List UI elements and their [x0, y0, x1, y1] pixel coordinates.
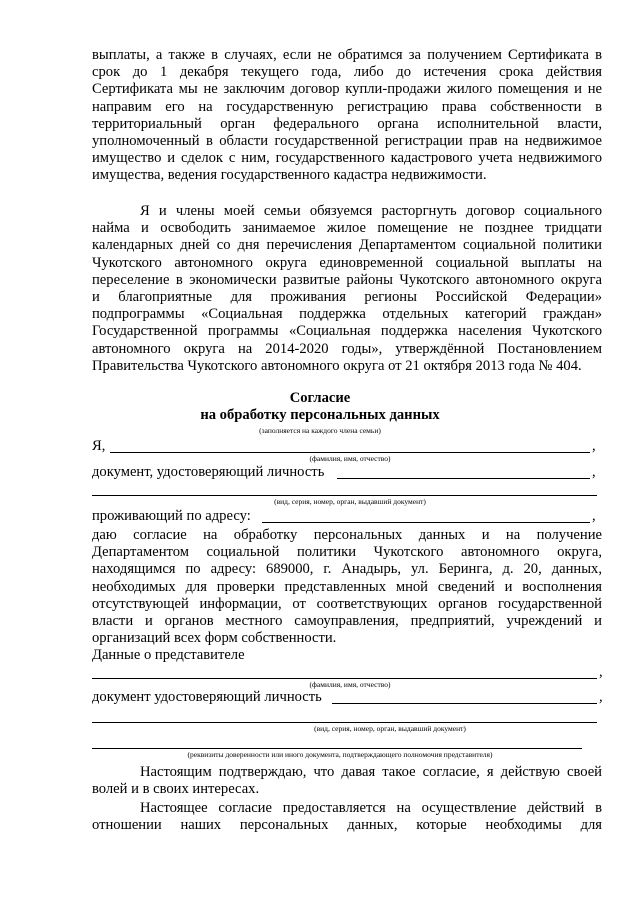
address-field-line[interactable]: [262, 522, 590, 523]
text-line: Я и члены моей семьи обязуемся расторгнуть договор социального: [140, 203, 602, 219]
representative-fio-line[interactable]: [92, 678, 597, 679]
text-line: переселение в экономически развитые районы Чукотского автономного округа: [92, 271, 602, 288]
caption-id-document: (вид, серия, номер, орган, выдавший документ): [274, 497, 426, 506]
text-line: находящимся по адресу: 689000, г. Анадырь, ул. Беринга, д. 20, данных,: [92, 561, 602, 578]
caption-power-of-attorney: (реквизиты доверенности или иного документа, подтверждающего полномочия представителя): [187, 750, 493, 759]
representative-label: Данные о представителе: [92, 647, 245, 663]
consent-text: [92, 527, 602, 647]
text-line: уполномоченный в области государственной регистрации прав на недвижимое: [92, 133, 602, 150]
text-line: подпрограммы «Социальная поддержка отдельных категорий граждан»: [92, 306, 602, 323]
text-line: выплаты, а также в случаях, если не обратимся за получением Сертификата в: [92, 47, 602, 63]
rep-id-document-label: документ удостоверяющий личность: [92, 689, 322, 705]
id-document-label: документ, удостоверяющий личность: [92, 464, 325, 480]
text-line: Настоящее согласие предоставляется на осуществление действий в: [140, 800, 602, 816]
rep-id-document-field-line-2[interactable]: [92, 722, 597, 723]
caption-representative-fio: (фамилия, имя, отчество): [309, 680, 391, 689]
i-label: Я,: [92, 438, 106, 454]
comma: ,: [592, 508, 596, 524]
confirmation-paragraph: [92, 764, 602, 798]
text-line: Государственной программы «Социальная поддержка населения Чукотского: [92, 323, 602, 340]
address-label: проживающий по адресу:: [92, 508, 251, 524]
text-line: Чукотского автономного округа единовременной социальной выплаты на: [92, 254, 602, 271]
comma: ,: [592, 438, 596, 454]
text-line: необходимых для проверки представленных мной сведений и восполнения: [92, 578, 602, 595]
note-each-member: (заполняется на каждого члена семьи): [259, 426, 381, 435]
caption-fio: (фамилия, имя, отчество): [309, 454, 391, 463]
comma: ,: [599, 664, 603, 680]
text-line: имущество и сделок с ним, государственного кадастрового учета недвижимого: [92, 150, 602, 167]
text-line: отношении наших персональных данных, которые необходимы для: [92, 817, 602, 834]
text-line: и благоприятные для проживания регионы Российской Федерации»: [92, 289, 602, 306]
text-line: волей и в своих интересах.: [92, 781, 260, 798]
caption-rep-id-document: (вид, серия, номер, орган, выдавший документ): [314, 724, 466, 733]
comma: ,: [599, 689, 603, 705]
text-line: отсутствующей информации, от соответствующих органов государственной: [92, 595, 602, 612]
text-line: автономного округа на 2014-2020 годы», утверждённой Постановлением: [92, 340, 602, 357]
power-of-attorney-line[interactable]: [92, 748, 582, 749]
text-line: власти и органов местного самоуправления, предприятий, учреждений и: [92, 613, 602, 630]
text-line: организаций всех форм собственности.: [92, 630, 337, 647]
fio-field-line[interactable]: [110, 452, 590, 453]
text-line: календарных дней со дня перечисления Департаментом социальной политики: [92, 237, 602, 254]
consent-title: Согласие: [289, 390, 351, 406]
text-line: направим его на государственную регистрацию права собственности в: [92, 98, 602, 115]
comma: ,: [592, 464, 596, 480]
text-line: даю согласие на обработку персональных данных и на получение: [92, 527, 602, 543]
text-line: имущества, ведения государственного кадастра недвижимости.: [92, 167, 487, 184]
rep-id-document-field-line[interactable]: [332, 703, 597, 704]
text-line: найма и освободить занимаемое жилое помещение не позднее тридцати: [92, 220, 602, 237]
paragraph-termination-obligation: [92, 203, 602, 375]
text-line: территориальный орган федерального органа исполнительной власти,: [92, 115, 602, 132]
id-document-field-line-2[interactable]: [92, 495, 597, 496]
text-line: Правительства Чукотского автономного округа от 21 октября 2013 года № 404.: [92, 357, 582, 374]
id-document-field-line[interactable]: [337, 478, 590, 479]
consent-subtitle: на обработку персональных данных: [200, 407, 440, 423]
text-line: Сертификата мы не заключим договор купли-продажи жилого помещения и не: [92, 81, 602, 98]
text-line: срок до 1 декабря текущего года, либо до истечения срока действия: [92, 64, 602, 81]
granted-paragraph: [92, 800, 602, 834]
paragraph-obligations-continued: [92, 47, 602, 185]
text-line: Департаментом социальной политики Чукотского автономного округа,: [92, 544, 602, 561]
text-line: Настоящим подтверждаю, что давая такое согласие, я действую своей: [140, 764, 602, 780]
